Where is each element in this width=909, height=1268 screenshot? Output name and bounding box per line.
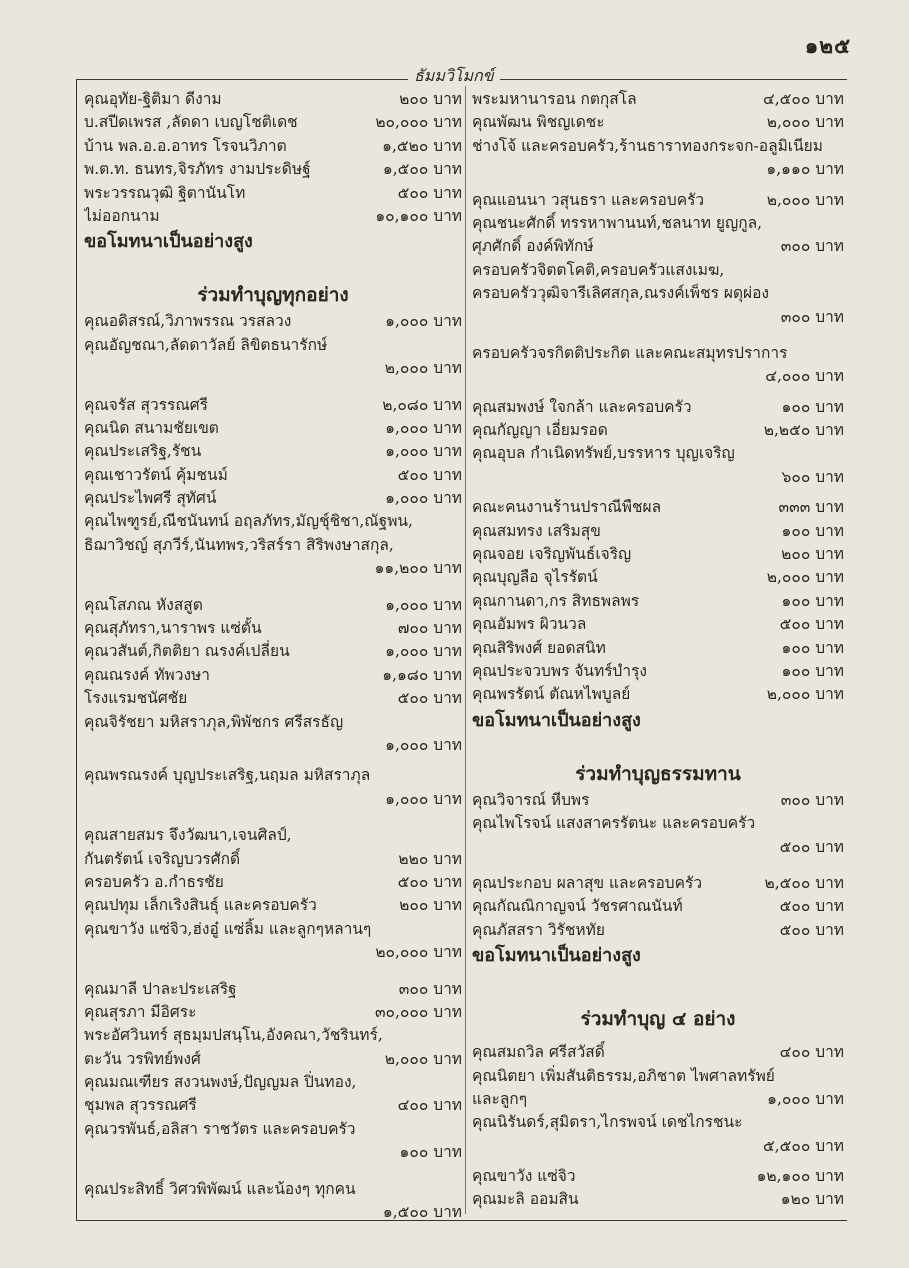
donation-amount: ๒๐๐ บาท [399, 90, 462, 108]
donor-name-line: ครอบครัวจิตตโคติ,ครอบครัวแสงเมฆ, [472, 260, 725, 279]
donor-row [84, 848, 462, 871]
donor-name-line: คุณขาวัง แซ่จิว,ฮ่งอู๋ แซ่ลิ้ม และลูกๆหลานๆ [84, 919, 372, 938]
donation-amount: ๗๐๐ บาท [397, 619, 462, 638]
donor-row [84, 664, 462, 687]
donor-entry [84, 334, 462, 381]
donation-amount: ๑,๐๐๐ บาท [385, 789, 462, 808]
donor-row [472, 419, 844, 442]
donor-name-line: คุณไพโรจน์ แสงสาครรัตนะ และครอบครัว [472, 814, 756, 833]
donor-entry [472, 442, 844, 489]
donor-row [84, 310, 462, 333]
donor-name: คุณสมทรง เสริมสุข [472, 521, 601, 540]
donor-row [84, 1001, 462, 1024]
donor-name: คุณณรงค์ ทัพวงษา [84, 665, 210, 684]
donation-amount: ๔,๕๐๐ บาท [763, 90, 844, 108]
donor-entry [84, 1071, 462, 1118]
donor-name-line: ช่างโจ้ และครอบครัว,ร้านธาราทองกระจก-อลูมิเนียม [472, 136, 823, 155]
donor-name: คุณกานดา,กร สิทธพลพร [472, 591, 640, 610]
donation-amount: ๒,๒๕๐ บาท [763, 421, 844, 440]
donor-row [472, 88, 844, 111]
donation-amount: ๕๐๐ บาท [397, 183, 462, 202]
donation-amount: ๑,๑๘๐ บาท [382, 665, 462, 684]
donation-amount: ๑,๐๐๐ บาท [385, 442, 462, 461]
donor-name: คุณสุรภา มีอิศระ [84, 1002, 197, 1021]
donor-entry [84, 1024, 462, 1071]
donor-name-line: คุณนิรันดร์,สุมิตรา,ไกรพจน์ เดชไกรชนะ [472, 1113, 743, 1132]
donor-name-line: คุณวรพันธ์,อลิสา ราชวัตร และครอบครัว [84, 1119, 356, 1138]
donor-entry [84, 764, 462, 811]
donor-row [84, 440, 462, 463]
donation-amount: ๑,๕๐๐ บาท [382, 1203, 462, 1222]
donor-row [472, 189, 844, 212]
donor-row [472, 590, 844, 613]
donor-row [84, 871, 462, 894]
donor-name: คุณวิจารณ์ หีบพร [472, 790, 590, 809]
donor-name: คุณอัมพร ผิวนวล [472, 615, 587, 634]
donor-row [84, 617, 462, 640]
donor-name: กันตรัตน์ เจริญบวรศักดิ์ [84, 849, 241, 868]
donor-name: คุณอุทัย-ฐิติมา ดีงาม [84, 90, 222, 108]
section-heading: ร่วมทำบุญ ๔ อย่าง [580, 1008, 736, 1031]
donor-row [472, 919, 844, 942]
donation-amount: ๑,๑๑๐ บาท [766, 160, 844, 179]
donor-entry [472, 259, 844, 329]
donation-amount: ๑๐๐ บาท [781, 638, 844, 657]
donor-row [472, 660, 844, 683]
donation-amount: ๕๐๐ บาท [779, 920, 844, 939]
donor-row [472, 235, 844, 258]
donation-amount: ๑๐๐ บาท [399, 1143, 462, 1162]
page-number: ๑๒๕ [804, 33, 851, 58]
donor-row [472, 872, 844, 895]
donor-row [84, 205, 462, 228]
donor-name-line: คุณไพฑูรย์,ณีชนันทน์ อฤลภัทร,มัญชุ์ชิชา,ณัฐพน, [84, 512, 413, 531]
donation-amount: ๒,๐๐๐ บาท [766, 568, 844, 587]
donor-row [472, 613, 844, 636]
donation-amount: ๔,๐๐๐ บาท [765, 367, 844, 386]
donor-entry [84, 1118, 462, 1165]
donation-amount: ๑,๕๒๐ บาท [382, 136, 462, 155]
donation-amount: ๕๐๐ บาท [397, 689, 462, 708]
donor-name: พ.ต.ท. ธนทร,จิรภัทร งามประดิษฐ์ [84, 160, 311, 179]
donor-name: ไม่ออกนาม [84, 206, 160, 225]
donation-amount: ๑,๕๐๐ บาท [382, 160, 462, 179]
left-column [84, 88, 462, 1224]
donor-name: คุณมะลิ ออมสิน [472, 1190, 579, 1209]
donor-name-line: คุณชนะศักดิ์ ทรรหาพานนท์,ชลนาท ยูญกูล, [472, 213, 763, 232]
donor-entry [472, 135, 844, 182]
donor-name: ศุภศักดิ์ องค์พิทักษ์ [472, 237, 594, 256]
donor-name-line: คุณมณเฑียร สงวนพงษ์,ปัญญมล ปิ่นทอง, [84, 1073, 357, 1092]
donor-row [472, 496, 844, 519]
donation-amount: ๒,๐๐๐ บาท [384, 1049, 462, 1068]
donor-row [84, 640, 462, 663]
donor-entry [472, 212, 844, 259]
donor-name: คุณมาลี ปาละประเสริฐ [84, 979, 237, 998]
donor-name: คุณพรรัตน์ ตัณหไพบูลย์ [472, 685, 631, 704]
donor-row [472, 566, 844, 589]
donor-name: คุณประกอบ ผลาสุข และครอบครัว [472, 873, 703, 892]
donor-row [84, 135, 462, 158]
donor-name-line: คุณสายสมร จึงวัฒนา,เจนศิลป์, [84, 826, 292, 845]
donor-name-line: พระอัศวินทร์ สุธมฺมปสนฺโน,อังคณา,วัชรินทร์, [84, 1026, 383, 1045]
section-heading: ร่วมทำบุญทุกอย่าง [197, 284, 349, 307]
donor-entry [472, 812, 844, 859]
donation-amount: ๑๒๐ บาท [780, 1190, 844, 1209]
donation-amount: ๑,๐๐๐ บาท [385, 489, 462, 508]
donor-name: คุณประเสริฐ,รัชน [84, 442, 202, 461]
donation-amount: ๑,๐๐๐ บาท [767, 1089, 844, 1108]
donor-name: คุณสมถวิล ศรีสวัสดิ์ [472, 1043, 605, 1062]
donation-amount: ๕๐๐ บาท [779, 837, 844, 856]
donor-entry [472, 342, 844, 389]
donor-name: คุณบุญลือ จุไรรัตน์ [472, 568, 598, 587]
donation-amount: ๒,๕๐๐ บาท [764, 873, 844, 892]
donor-row [472, 1041, 844, 1064]
donor-row [472, 543, 844, 566]
donor-name: คุณปทุม เล็กเริงสินธุ์ และครอบครัว [84, 896, 317, 915]
donor-name-line: ธิฌาวิชญ์ สุภวีร์,นันทพร,วริสร์รา สิริพงษาสกุล, [84, 535, 394, 554]
donor-row [472, 895, 844, 918]
donor-entry [84, 711, 462, 758]
donor-entry [84, 918, 462, 965]
donor-name: ตะวัน วรพิทย์พงศ์ [84, 1049, 201, 1068]
donor-name-line: คุณอัญชณา,ลัดดาวัลย์ ลิขิตธนารักษ์ [84, 335, 328, 354]
donation-amount: ๒๒๐ บาท [398, 849, 462, 868]
donation-amount: ๓๐๐ บาท [780, 237, 844, 256]
donor-row [84, 1048, 462, 1071]
donation-amount: ๑๐,๑๐๐ บาท [375, 206, 462, 225]
donor-name-line: คุณอุบล กำเนิดทรัพย์,บรรหาร บุญเจริญ [472, 444, 735, 463]
donation-amount: ๒๐๐ บาท [399, 896, 462, 915]
donation-amount: ๓๐๐ บาท [780, 307, 844, 326]
donor-row [84, 487, 462, 510]
donation-amount: ๒๐๐ บาท [781, 545, 844, 564]
donation-amount: ๒,๐๐๐ บาท [766, 190, 844, 209]
donor-name-line: คุณพรณรงค์ บุญประเสริฐ,นฤมล มหิสราภุล [84, 766, 371, 785]
donor-name: คุณแอนนา วสุนธรา และครอบครัว [472, 190, 705, 209]
donation-amount: ๔๐๐ บาท [779, 1043, 844, 1062]
donor-entry [472, 1065, 844, 1112]
donor-row [84, 1094, 462, 1117]
donor-row [84, 687, 462, 710]
donor-row [84, 158, 462, 181]
donation-amount: ๑,๐๐๐ บาท [385, 312, 462, 331]
donor-entry [84, 1178, 462, 1225]
right-column [472, 88, 844, 1212]
donation-amount: ๑๐๐ บาท [781, 521, 844, 540]
donation-amount: ๓๓๓ บาท [778, 498, 844, 517]
donor-name: โรงแรมชนัศชัย [84, 689, 188, 708]
donor-name: คุณขาวัง แซ่จิว [472, 1167, 576, 1186]
donation-amount: ๒๐,๐๐๐ บาท [375, 943, 462, 962]
donor-name: คุณกัญญา เอี่ยมรอด [472, 421, 608, 440]
running-title: ธัมมวิโมกข์ [408, 64, 500, 89]
donation-amount: ๓๐๐ บาท [780, 790, 844, 809]
donor-name: คุณสุภัทรา,นาราพร แซ่ตั้น [84, 619, 262, 638]
donation-amount: ๑,๐๐๐ บาท [385, 595, 462, 614]
donation-amount: ๔๐๐ บาท [397, 1096, 462, 1115]
donor-name: คุณจอย เจริญพันธ์เจริญ [472, 545, 632, 564]
donation-amount: ๕๐๐ บาท [779, 615, 844, 634]
donor-name: คุณกัณณิกาญจน์ วัชรศาณนันท์ [472, 897, 683, 916]
donor-name: และลูกๆ [472, 1089, 528, 1108]
donor-row [472, 789, 844, 812]
donor-name-line: คุณจิรัชยา มหิสราภุล,พิพัชกร ศรีสรธัญ [84, 712, 344, 731]
donor-row [472, 1088, 844, 1111]
donor-name: คุณประไพศรี สุทัศน์ [84, 489, 217, 508]
donor-entry [84, 824, 462, 871]
donor-row [84, 394, 462, 417]
donor-row [84, 88, 462, 111]
closing-line: ขอโมทนาเป็นอย่างสูง [84, 231, 253, 253]
donor-row [84, 111, 462, 134]
donor-entry [84, 510, 462, 580]
donor-row [84, 894, 462, 917]
donation-amount: ๑,๐๐๐ บาท [385, 735, 462, 754]
donor-name: คุณพัฒน พิชญเดชะ [472, 113, 605, 132]
donor-row [472, 683, 844, 706]
donor-name: คุณสิริพงศ์ ยอดสนิท [472, 638, 606, 657]
donor-name: คุณเชาวรัตน์ คุ้มชนม์ [84, 465, 228, 484]
donor-name: บ.สปีดเพรส ,ลัดดา เบญโชติเดช [84, 113, 298, 132]
donor-name: พระมหานารอน กตกุสโล [472, 90, 637, 108]
donation-amount: ๑,๐๐๐ บาท [385, 418, 462, 437]
donor-name: ครอบครัว อ.กำธรชัย [84, 872, 224, 891]
donation-amount: ๑๐๐ บาท [781, 591, 844, 610]
donation-amount: ๖๐๐ บาท [781, 467, 844, 486]
donation-amount: ๒,๐๐๐ บาท [766, 685, 844, 704]
donation-amount: ๒,๐๐๐ บาท [384, 359, 462, 378]
donor-row [84, 182, 462, 205]
donor-name: คุณวสันต์,กิตติยา ณรงค์เปลี่ยน [84, 642, 290, 661]
donation-amount: ๒,๐๐๐ บาท [766, 113, 844, 132]
donor-row [472, 111, 844, 134]
donor-row [472, 1188, 844, 1211]
donor-name-line: ครอบครัวจรกิตติประกิต และคณะสมุทรปราการ [472, 343, 788, 362]
donor-entry [472, 1111, 844, 1158]
donor-name: คุณโสภณ หังสสูต [84, 595, 203, 614]
donor-row [472, 637, 844, 660]
donor-row [84, 594, 462, 617]
donation-amount: ๕,๕๐๐ บาท [763, 1136, 844, 1155]
donation-amount: ๑๒,๑๐๐ บาท [756, 1167, 844, 1186]
donation-amount: ๕๐๐ บาท [397, 465, 462, 484]
donor-name: คุณนิด สนามชัยเขต [84, 418, 219, 437]
donor-name-line: ครอบครัววุฒิจารีเลิศสกุล,ณรงค์เพ็ชร ผดุผ่อง [472, 284, 769, 303]
donor-name: คุณภัสสรา วิรัชหทัย [472, 920, 605, 939]
donor-row [84, 464, 462, 487]
donor-name-line: คุณประสิทธิ์ วิศวพิพัฒน์ และน้องๆ ทุกคน [84, 1179, 356, 1198]
closing-line: ขอโมทนาเป็นอย่างสูง [472, 945, 641, 967]
donor-name: คณะคนงานร้านปราณีพืชผล [472, 498, 662, 517]
donation-amount: ๑,๐๐๐ บาท [385, 642, 462, 661]
donor-row [472, 1165, 844, 1188]
donation-amount: ๕๐๐ บาท [397, 872, 462, 891]
closing-line: ขอโมทนาเป็นอย่างสูง [472, 709, 641, 731]
donor-name: คุณสมพงษ์ ใจกล้า และครอบครัว [472, 397, 692, 416]
donor-row [84, 978, 462, 1001]
donor-row [472, 520, 844, 543]
donation-amount: ๕๐๐ บาท [779, 897, 844, 916]
donor-name: คุณประจวบพร จันทร์บำรุง [472, 661, 647, 680]
donation-amount: ๓๐,๐๐๐ บาท [374, 1002, 462, 1021]
donor-name: คุณจรัส สุวรรณศรี [84, 395, 208, 414]
donor-name: พระวรรณวุฒิ ฐิตานันโท [84, 183, 246, 202]
donor-name: บ้าน พล.อ.อ.อาทร โรจนวิภาต [84, 136, 287, 155]
donation-amount: ๒๐,๐๐๐ บาท [375, 113, 462, 132]
donor-name: ชุมพล สุวรรณศรี [84, 1096, 197, 1115]
donation-amount: ๑๐๐ บาท [781, 661, 844, 680]
donation-amount: ๓๐๐ บาท [398, 979, 462, 998]
donation-amount: ๒,๐๘๐ บาท [382, 395, 462, 414]
donation-amount: ๑๐๐ บาท [781, 397, 844, 416]
column-divider [465, 86, 466, 1214]
donor-name-line: คุณนิตยา เพิ่มสันติธรรม,อภิชาต ไพศาลทรัพย์ [472, 1066, 775, 1085]
donation-amount: ๑๑,๒๐๐ บาท [374, 559, 462, 578]
donor-name: คุณอดิสรณ์,วิภาพรรณ วรสลวง [84, 312, 292, 331]
donor-row [472, 396, 844, 419]
donor-row [84, 417, 462, 440]
section-heading: ร่วมทำบุญธรรมทาน [575, 762, 741, 785]
